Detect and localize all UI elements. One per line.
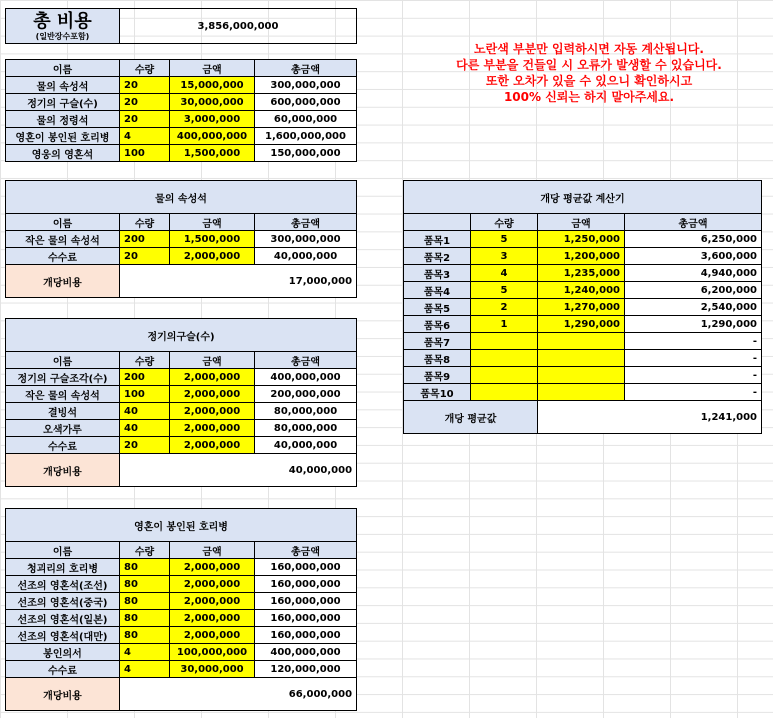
qty-cell[interactable]: 1 [471,316,538,333]
row-name: 정기의 구슬(수) [6,94,120,111]
item-name: 품목7 [404,333,471,350]
price-cell[interactable]: 15,000,000 [170,77,255,94]
item-name: 품목2 [404,248,471,265]
qty-cell[interactable]: 100 [120,386,170,403]
average-value: 1,241,000 [538,401,762,434]
qty-cell[interactable]: 80 [120,576,170,593]
item-name: 품목4 [404,282,471,299]
item-name: 품목10 [404,384,471,401]
qty-cell[interactable]: 5 [471,231,538,248]
unit-cost-value: 66,000,000 [120,678,357,711]
unit-cost-label: 개당비용 [6,454,120,487]
table-row [6,145,357,162]
total-cell: 1,290,000 [625,316,762,333]
col-header-qty: 수량 [120,352,170,369]
note-line: 또한 오차가 있을 수 있으니 확인하시고 [485,74,693,88]
price-cell[interactable]: 1,250,000 [538,231,625,248]
total-cell: 400,000,000 [255,644,357,661]
price-cell[interactable]: 2,000,000 [170,610,255,627]
col-header-total: 총금액 [255,352,357,369]
note-line: 100% 신뢰는 하지 말아주세요. [503,90,675,104]
table-row [6,420,357,437]
qty-cell[interactable]: 200 [120,231,170,248]
price-cell[interactable] [538,384,625,401]
table-row [6,627,357,644]
qty-cell[interactable]: 200 [120,369,170,386]
price-cell[interactable]: 1,500,000 [170,231,255,248]
price-cell[interactable]: 1,240,000 [538,282,625,299]
price-cell[interactable]: 2,000,000 [170,369,255,386]
row-name: 오색가루 [6,420,120,437]
col-header-price: 금액 [170,60,255,77]
total-cell: 80,000,000 [255,420,357,437]
price-cell[interactable]: 2,000,000 [170,627,255,644]
total-cell: 600,000,000 [255,94,357,111]
table-row [6,576,357,593]
table-row [404,350,762,367]
total-cell: 80,000,000 [255,403,357,420]
row-name: 정기의 구슬조각(수) [6,369,120,386]
unit-cost-label: 개당비용 [6,265,120,298]
total-cell: 2,540,000 [625,299,762,316]
total-cell: 160,000,000 [255,593,357,610]
price-cell[interactable]: 1,270,000 [538,299,625,316]
total-cell: 200,000,000 [255,386,357,403]
qty-cell[interactable]: 3 [471,248,538,265]
table-row [6,128,357,145]
row-name: 수수료 [6,248,120,265]
row-name: 영혼이 봉인된 호리병 [6,128,120,145]
total-cost-table [5,8,357,44]
price-cell[interactable]: 2,000,000 [170,420,255,437]
unit-cost-value: 17,000,000 [120,265,357,298]
row-name: 선조의 영혼석(일본) [6,610,120,627]
summary-table [5,59,357,162]
price-cell[interactable]: 2,000,000 [170,593,255,610]
col-header-name: 이름 [6,60,120,77]
table-row [6,661,357,678]
price-cell[interactable]: 1,500,000 [170,145,255,162]
col-header-price: 금액 [170,352,255,369]
item-name: 품목6 [404,316,471,333]
total-cost-label: 총 비용 [33,10,92,32]
section-title: 정기의구슬(수) [6,319,357,352]
qty-cell[interactable]: 80 [120,610,170,627]
table-row [6,386,357,403]
table-row [6,231,357,248]
total-cell: - [625,350,762,367]
table-row [6,610,357,627]
col-header-total: 총금액 [625,214,762,231]
table-row [404,265,762,282]
qty-cell[interactable]: 80 [120,593,170,610]
note-line: 다른 부분을 건들일 시 오류가 발생할 수 있습니다. [456,58,722,72]
col-header-total: 총금액 [255,542,357,559]
total-cell: 300,000,000 [255,77,357,94]
item-name: 품목1 [404,231,471,248]
instruction-note [405,41,773,105]
qty-cell[interactable]: 20 [120,437,170,454]
row-name: 청괴리의 호리병 [6,559,120,576]
table-row [6,77,357,94]
qty-cell[interactable]: 40 [120,403,170,420]
total-cell: 6,200,000 [625,282,762,299]
average-calculator-table [403,180,762,434]
qty-cell[interactable] [471,384,538,401]
qty-cell[interactable]: 80 [120,559,170,576]
row-name: 작은 물의 속성석 [6,231,120,248]
col-header-name: 이름 [6,352,120,369]
table-row [404,316,762,333]
table-row [404,299,762,316]
qty-cell[interactable]: 4 [120,661,170,678]
price-cell[interactable]: 2,000,000 [170,403,255,420]
total-cell: 1,600,000,000 [255,128,357,145]
price-cell[interactable]: 1,290,000 [538,316,625,333]
row-name: 선조의 영혼석(중국) [6,593,120,610]
total-cell: 400,000,000 [255,369,357,386]
qty-cell[interactable]: 20 [120,77,170,94]
qty-cell[interactable]: 4 [471,265,538,282]
col-header-total: 총금액 [255,60,357,77]
row-name: 결빙석 [6,403,120,420]
qty-cell[interactable]: 5 [471,282,538,299]
price-cell[interactable] [538,367,625,384]
section-water-attribute-table [5,180,357,298]
calculator-title: 개당 평균값 계산기 [404,181,762,214]
total-cell: 120,000,000 [255,661,357,678]
price-cell[interactable] [538,333,625,350]
section-spirit-orb-table [5,318,357,487]
col-header-price: 금액 [170,214,255,231]
total-cell: 160,000,000 [255,627,357,644]
price-cell[interactable]: 1,235,000 [538,265,625,282]
section-title: 물의 속성석 [6,181,357,214]
qty-cell[interactable]: 20 [120,248,170,265]
qty-cell[interactable]: 20 [120,111,170,128]
col-header-qty: 수량 [120,214,170,231]
price-cell[interactable]: 400,000,000 [170,128,255,145]
row-name: 물의 정령석 [6,111,120,128]
total-cell: 4,940,000 [625,265,762,282]
total-cell: - [625,333,762,350]
row-name: 선조의 영혼석(조선) [6,576,120,593]
total-cell: 40,000,000 [255,248,357,265]
price-cell[interactable]: 30,000,000 [170,94,255,111]
item-name: 품목9 [404,367,471,384]
total-cell: 60,000,000 [255,111,357,128]
section-sealed-gourd-table [5,508,357,711]
total-cell: - [625,384,762,401]
total-cost-label-cell [6,9,120,44]
row-name: 물의 속성석 [6,77,120,94]
row-name: 수수료 [6,437,120,454]
price-cell[interactable]: 2,000,000 [170,248,255,265]
table-row [404,333,762,350]
price-cell[interactable] [538,350,625,367]
col-header-name: 이름 [6,542,120,559]
unit-cost-value: 40,000,000 [120,454,357,487]
table-row [6,369,357,386]
average-label: 개당 평균값 [404,401,538,434]
col-header-name: 이름 [6,214,120,231]
total-cell: 3,600,000 [625,248,762,265]
total-cell: 160,000,000 [255,559,357,576]
note-line: 노란색 부분만 입력하시면 자동 계산됩니다. [474,42,704,56]
table-row [6,644,357,661]
total-cost-sublabel: (일반장수포함) [35,31,90,41]
qty-cell[interactable]: 100 [120,145,170,162]
table-row [6,593,357,610]
price-cell[interactable]: 3,000,000 [170,111,255,128]
price-cell[interactable]: 1,200,000 [538,248,625,265]
table-row [404,231,762,248]
col-header-qty: 수량 [120,542,170,559]
col-header-price: 금액 [538,214,625,231]
qty-cell[interactable]: 4 [120,644,170,661]
col-header-total: 총금액 [255,214,357,231]
table-row [6,437,357,454]
table-row [6,403,357,420]
row-name: 봉인의서 [6,644,120,661]
total-cell: 40,000,000 [255,437,357,454]
row-name: 영웅의 영혼석 [6,145,120,162]
table-row [6,559,357,576]
total-cell: 160,000,000 [255,610,357,627]
total-cell: 150,000,000 [255,145,357,162]
row-name: 선조의 영혼석(대만) [6,627,120,644]
col-header-item [404,214,471,231]
price-cell[interactable]: 30,000,000 [170,661,255,678]
total-cell: 160,000,000 [255,576,357,593]
col-header-price: 금액 [170,542,255,559]
total-cost-value[interactable]: 3,856,000,000 [120,9,357,44]
table-row [404,384,762,401]
price-cell[interactable]: 2,000,000 [170,576,255,593]
row-name: 작은 물의 속성석 [6,386,120,403]
price-cell[interactable]: 100,000,000 [170,644,255,661]
item-name: 품목3 [404,265,471,282]
table-row [6,94,357,111]
price-cell[interactable]: 2,000,000 [170,437,255,454]
qty-cell[interactable]: 2 [471,299,538,316]
total-cell: 6,250,000 [625,231,762,248]
row-name: 수수료 [6,661,120,678]
qty-cell[interactable]: 80 [120,627,170,644]
qty-cell[interactable] [471,367,538,384]
unit-cost-label: 개당비용 [6,678,120,711]
qty-cell[interactable]: 4 [120,128,170,145]
table-row [6,248,357,265]
table-row [404,248,762,265]
section-title: 영혼이 봉인된 호리병 [6,509,357,542]
table-row [404,367,762,384]
price-cell[interactable]: 2,000,000 [170,386,255,403]
item-name: 품목5 [404,299,471,316]
qty-cell[interactable]: 20 [120,94,170,111]
price-cell[interactable]: 2,000,000 [170,559,255,576]
col-header-qty: 수량 [471,214,538,231]
qty-cell[interactable] [471,350,538,367]
col-header-qty: 수량 [120,60,170,77]
total-cell: - [625,367,762,384]
table-row [404,282,762,299]
total-cell: 300,000,000 [255,231,357,248]
item-name: 품목8 [404,350,471,367]
table-row [6,111,357,128]
qty-cell[interactable] [471,333,538,350]
qty-cell[interactable]: 40 [120,420,170,437]
